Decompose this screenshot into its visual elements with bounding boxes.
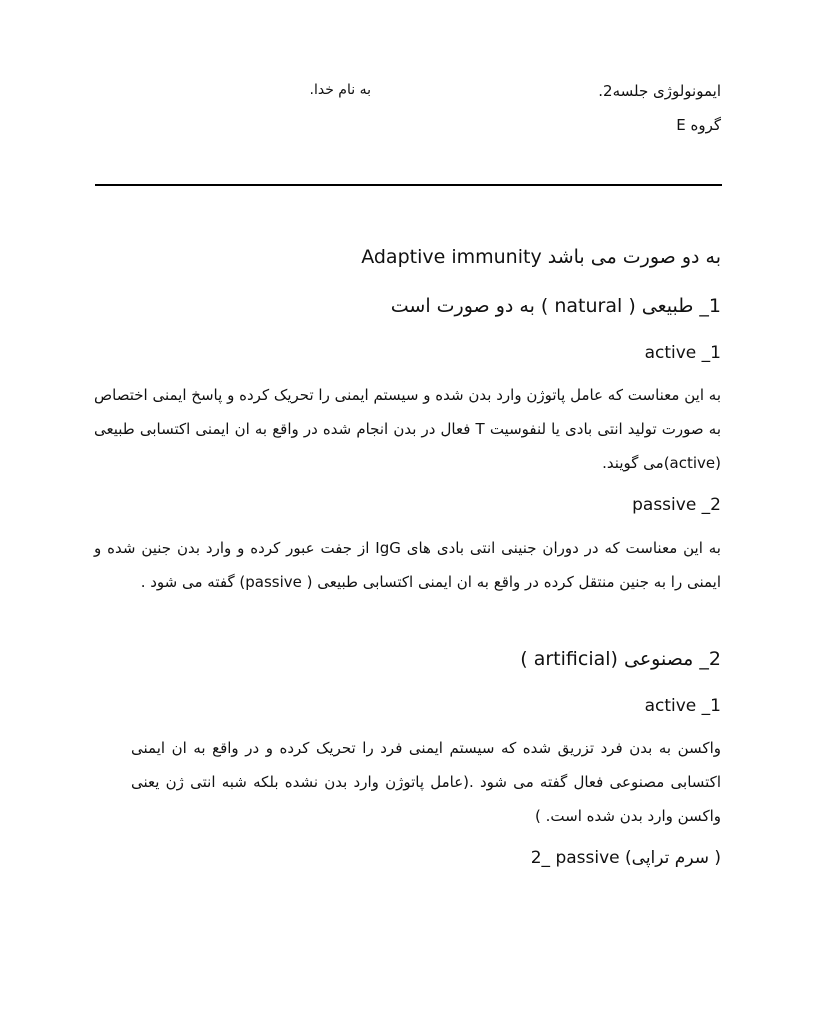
artificial-active-paragraph: واکسن به بدن فرد تزریق شده که سیستم ایمنی فرد را تحریک کرده و در واقع به ان ایمنی اکتسابی مصنوعی فعال گفته می شود .(عامل پاتوژن وارد بدن نشده بلکه شبه انتی ژن یعنی واکسن وارد بدن شده است. ) <box>131 739 721 825</box>
natural-heading: 1_ طبیعی ( natural ) به دو صورت است <box>390 295 721 317</box>
artificial-heading: 2_ مصنوعی (artificial ) <box>520 648 721 670</box>
artificial-passive-title: 2_ passive (سرم تراپی ) <box>530 848 721 868</box>
header-divider <box>95 184 722 186</box>
bismillah-text: به نام خدا. <box>309 82 371 98</box>
intro-heading: Adaptive immunity به دو صورت می باشد <box>361 246 721 268</box>
course-session-title: ایمونولوژی جلسه2. <box>598 82 721 100</box>
artificial-active-title: active _1 <box>644 696 721 716</box>
natural-passive-title: passive _2 <box>632 495 721 515</box>
natural-active-title: active _1 <box>644 343 721 363</box>
natural-passive-paragraph: به این معناست که در دوران جنینی انتی بادی های IgG از جفت عبور کرده و وارد بدن جنین شده و ایمنی را به جنین منتقل کرده در واقع به ان ایمنی اکتسابی طبیعی ( passive) گفته می شود . <box>94 539 721 591</box>
group-label: گروه E <box>676 116 721 134</box>
natural-active-paragraph: به این معناست که عامل پاتوژن وارد بدن شده و سیستم ایمنی را تحریک کرده و پاسخ ایمنی اختصاص به صورت تولید انتی بادی یا لنفوسیت T فعال در بدن انجام شده در واقع به ان ایمنی اکتسابی طبیعی (active)می گویند. <box>94 386 721 472</box>
